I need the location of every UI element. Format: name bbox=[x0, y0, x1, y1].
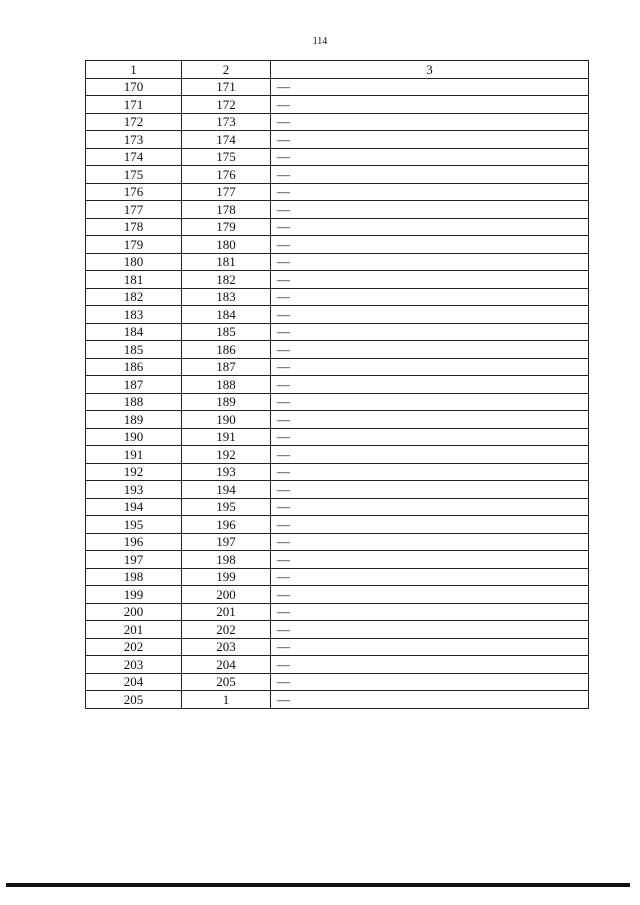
table-cell-col1: 199 bbox=[86, 586, 182, 604]
table-cell-col2: 174 bbox=[182, 131, 271, 149]
table-cell-col3: — bbox=[271, 376, 589, 394]
table-cell-col1: 183 bbox=[86, 306, 182, 324]
table-cell-col1: 173 bbox=[86, 131, 182, 149]
table-cell-col1: 174 bbox=[86, 148, 182, 166]
table-cell-col1: 204 bbox=[86, 673, 182, 691]
table-cell-col1: 179 bbox=[86, 236, 182, 254]
table-cell-col1: 195 bbox=[86, 516, 182, 534]
table-row bbox=[86, 236, 589, 254]
table-cell-col1: 202 bbox=[86, 638, 182, 656]
table-cell-col3: — bbox=[271, 393, 589, 411]
table-cell-col3: — bbox=[271, 446, 589, 464]
table-cell-col3: — bbox=[271, 236, 589, 254]
table-cell-col2: 194 bbox=[182, 481, 271, 499]
table-row bbox=[86, 341, 589, 359]
table-cell-col2: 187 bbox=[182, 358, 271, 376]
table-cell-col3: — bbox=[271, 96, 589, 114]
table-row bbox=[86, 446, 589, 464]
table-cell-col2: 185 bbox=[182, 323, 271, 341]
table-cell-col2: 198 bbox=[182, 551, 271, 569]
table-cell-col1: 196 bbox=[86, 533, 182, 551]
table-cell-col2: 178 bbox=[182, 201, 271, 219]
table-cell-col3: — bbox=[271, 551, 589, 569]
table-cell-col2: 204 bbox=[182, 656, 271, 674]
table-cell-col1: 198 bbox=[86, 568, 182, 586]
table-cell-col1: 178 bbox=[86, 218, 182, 236]
table-cell-col1: 197 bbox=[86, 551, 182, 569]
table-cell-col3: — bbox=[271, 516, 589, 534]
table-cell-col2: 180 bbox=[182, 236, 271, 254]
table-cell-col1: 203 bbox=[86, 656, 182, 674]
table-cell-col2: 171 bbox=[182, 78, 271, 96]
table-cell-col2: 200 bbox=[182, 586, 271, 604]
table-row bbox=[86, 516, 589, 534]
table-cell-col1: 192 bbox=[86, 463, 182, 481]
table-cell-col3: — bbox=[271, 201, 589, 219]
table-cell-col3: — bbox=[271, 411, 589, 429]
table-row bbox=[86, 323, 589, 341]
header-row bbox=[86, 61, 589, 79]
table-row bbox=[86, 481, 589, 499]
table-cell-col2: 188 bbox=[182, 376, 271, 394]
table-cell-col1: 191 bbox=[86, 446, 182, 464]
data-table bbox=[85, 60, 589, 709]
table-cell-col3: — bbox=[271, 691, 589, 709]
table-row bbox=[86, 113, 589, 131]
table-cell-col1: 186 bbox=[86, 358, 182, 376]
table-cell-col2: 199 bbox=[182, 568, 271, 586]
column-header-2: 2 bbox=[182, 61, 271, 79]
table-row bbox=[86, 638, 589, 656]
table-cell-col1: 177 bbox=[86, 201, 182, 219]
table-cell-col2: 181 bbox=[182, 253, 271, 271]
table-cell-col1: 205 bbox=[86, 691, 182, 709]
table-cell-col3: — bbox=[271, 323, 589, 341]
table-cell-col2: 201 bbox=[182, 603, 271, 621]
table-cell-col2: 197 bbox=[182, 533, 271, 551]
table-row bbox=[86, 428, 589, 446]
table-cell-col2: 183 bbox=[182, 288, 271, 306]
table-cell-col3: — bbox=[271, 498, 589, 516]
table-cell-col2: 175 bbox=[182, 148, 271, 166]
table-cell-col1: 181 bbox=[86, 271, 182, 289]
table-cell-col2: 1 bbox=[182, 691, 271, 709]
table-cell-col2: 179 bbox=[182, 218, 271, 236]
table-row bbox=[86, 621, 589, 639]
table-cell-col2: 190 bbox=[182, 411, 271, 429]
table-cell-col1: 184 bbox=[86, 323, 182, 341]
table-cell-col3: — bbox=[271, 288, 589, 306]
table-cell-col1: 180 bbox=[86, 253, 182, 271]
table-cell-col3: — bbox=[271, 621, 589, 639]
table-cell-col3: — bbox=[271, 358, 589, 376]
table-row bbox=[86, 288, 589, 306]
table-row bbox=[86, 656, 589, 674]
table-row bbox=[86, 96, 589, 114]
table-cell-col3: — bbox=[271, 533, 589, 551]
table-cell-col3: — bbox=[271, 218, 589, 236]
table-cell-col2: 191 bbox=[182, 428, 271, 446]
table-cell-col1: 182 bbox=[86, 288, 182, 306]
table-row bbox=[86, 78, 589, 96]
table-row bbox=[86, 306, 589, 324]
table-cell-col2: 172 bbox=[182, 96, 271, 114]
table-cell-col1: 188 bbox=[86, 393, 182, 411]
table-cell-col1: 176 bbox=[86, 183, 182, 201]
table-row bbox=[86, 131, 589, 149]
table-row bbox=[86, 376, 589, 394]
table-row bbox=[86, 603, 589, 621]
table-body bbox=[86, 78, 589, 708]
table-cell-col1: 200 bbox=[86, 603, 182, 621]
table-cell-col3: — bbox=[271, 568, 589, 586]
table-row bbox=[86, 551, 589, 569]
table-cell-col3: — bbox=[271, 166, 589, 184]
table-cell-col2: 193 bbox=[182, 463, 271, 481]
table-cell-col1: 172 bbox=[86, 113, 182, 131]
table-row bbox=[86, 166, 589, 184]
table-cell-col1: 185 bbox=[86, 341, 182, 359]
table-row bbox=[86, 533, 589, 551]
table-cell-col1: 187 bbox=[86, 376, 182, 394]
table-row bbox=[86, 393, 589, 411]
table-row bbox=[86, 691, 589, 709]
table-cell-col3: — bbox=[271, 673, 589, 691]
table-row bbox=[86, 148, 589, 166]
table-row bbox=[86, 253, 589, 271]
page-number: 114 bbox=[312, 36, 328, 47]
table-cell-col1: 201 bbox=[86, 621, 182, 639]
table-cell-col2: 192 bbox=[182, 446, 271, 464]
table-cell-col2: 173 bbox=[182, 113, 271, 131]
table-cell-col2: 195 bbox=[182, 498, 271, 516]
table-row bbox=[86, 201, 589, 219]
table-cell-col2: 203 bbox=[182, 638, 271, 656]
table-cell-col3: — bbox=[271, 586, 589, 604]
table-cell-col3: — bbox=[271, 183, 589, 201]
table-cell-col3: — bbox=[271, 341, 589, 359]
table-cell-col3: — bbox=[271, 463, 589, 481]
table-cell-col3: — bbox=[271, 656, 589, 674]
table-row bbox=[86, 498, 589, 516]
table-cell-col1: 193 bbox=[86, 481, 182, 499]
table-cell-col2: 205 bbox=[182, 673, 271, 691]
table-cell-col3: — bbox=[271, 481, 589, 499]
table-cell-col2: 202 bbox=[182, 621, 271, 639]
column-header-3: 3 bbox=[271, 61, 589, 79]
bottom-rule bbox=[6, 883, 630, 887]
table-cell-col3: — bbox=[271, 148, 589, 166]
table-row bbox=[86, 358, 589, 376]
table-cell-col1: 170 bbox=[86, 78, 182, 96]
table-cell-col3: — bbox=[271, 253, 589, 271]
table-cell-col1: 189 bbox=[86, 411, 182, 429]
table-cell-col2: 177 bbox=[182, 183, 271, 201]
table-cell-col2: 176 bbox=[182, 166, 271, 184]
table-cell-col2: 196 bbox=[182, 516, 271, 534]
column-header-1: 1 bbox=[86, 61, 182, 79]
table-cell-col1: 190 bbox=[86, 428, 182, 446]
table-cell-col3: — bbox=[271, 131, 589, 149]
table-header bbox=[86, 61, 589, 79]
table-row bbox=[86, 411, 589, 429]
table-cell-col1: 175 bbox=[86, 166, 182, 184]
table-cell-col3: — bbox=[271, 638, 589, 656]
table-row bbox=[86, 271, 589, 289]
table-row bbox=[86, 218, 589, 236]
table-cell-col2: 186 bbox=[182, 341, 271, 359]
table-cell-col3: — bbox=[271, 428, 589, 446]
table-cell-col3: — bbox=[271, 113, 589, 131]
table-cell-col1: 171 bbox=[86, 96, 182, 114]
table-row bbox=[86, 673, 589, 691]
table-row bbox=[86, 586, 589, 604]
table-row bbox=[86, 463, 589, 481]
table-cell-col2: 182 bbox=[182, 271, 271, 289]
table-row bbox=[86, 568, 589, 586]
table-row bbox=[86, 183, 589, 201]
table-cell-col3: — bbox=[271, 306, 589, 324]
table-cell-col3: — bbox=[271, 271, 589, 289]
table-cell-col3: — bbox=[271, 603, 589, 621]
table-cell-col2: 189 bbox=[182, 393, 271, 411]
table-cell-col3: — bbox=[271, 78, 589, 96]
table-cell-col2: 184 bbox=[182, 306, 271, 324]
table-cell-col1: 194 bbox=[86, 498, 182, 516]
